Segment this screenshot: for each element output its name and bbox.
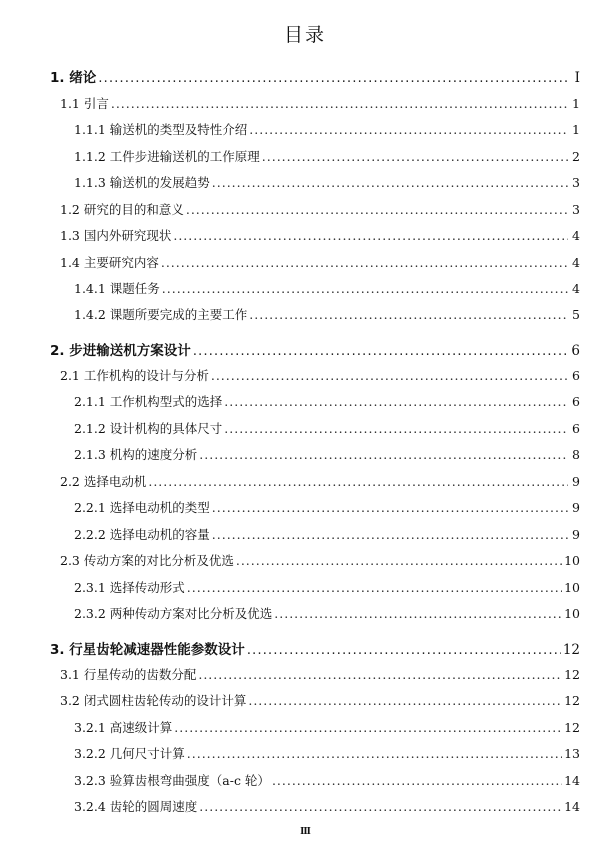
toc-entry-title: 2.2.1 选择电动机的类型 (74, 500, 210, 515)
toc-leader-dots (212, 500, 568, 515)
toc-entry[interactable] (60, 665, 580, 683)
toc-entry[interactable] (74, 525, 580, 543)
toc-entry-page-number: 14 (564, 773, 580, 788)
page-number-footer: III (300, 827, 310, 837)
toc-entry-page-number: 12 (564, 693, 580, 708)
toc-entry[interactable] (74, 771, 580, 789)
toc-entry-title: 2.2.2 选择电动机的容量 (74, 527, 210, 542)
toc-leader-dots (173, 228, 568, 243)
toc-entry-page-number: 13 (564, 746, 580, 761)
toc-entry[interactable] (74, 578, 580, 596)
toc-leader-dots (212, 527, 568, 542)
toc-entry-title: 1.1 引言 (60, 96, 109, 111)
toc-leader-dots (111, 96, 568, 111)
toc-entry[interactable] (74, 744, 580, 762)
toc-leader-dots (199, 447, 568, 462)
toc-entry-page-number: 9 (572, 527, 580, 542)
toc-entry-title: 2.3.1 选择传动形式 (74, 580, 185, 595)
toc-entry-page-number: 1 (572, 122, 580, 137)
toc-entry-title: 3.2.2 几何尺寸计算 (74, 746, 185, 761)
toc-entry[interactable] (74, 445, 580, 463)
toc-entry-title: 1.3 国内外研究现状 (60, 228, 172, 243)
toc-leader-dots (148, 474, 568, 489)
toc-entry[interactable] (50, 66, 580, 86)
toc-entry[interactable] (60, 253, 580, 271)
toc-entry-page-number: 10 (564, 580, 580, 595)
toc-leader-dots (187, 580, 562, 595)
toc-entry-page-number: 12 (564, 720, 580, 735)
toc-entry-title: 2.3 传动方案的对比分析及优选 (60, 553, 234, 568)
toc-entry-title: 3.2 闭式圆柱齿轮传动的设计计算 (60, 693, 247, 708)
toc-entry[interactable] (74, 120, 580, 138)
toc-entry-title: 3.2.1 高速级计算 (74, 720, 173, 735)
toc-entry-page-number: 5 (572, 307, 580, 322)
toc-leader-dots (262, 149, 568, 164)
toc-entry-title: 2.1.2 设计机构的具体尺寸 (74, 421, 223, 436)
toc-leader-dots (212, 175, 568, 190)
toc-entry-page-number: 10 (564, 606, 580, 621)
toc-entry-title: 1.1.3 输送机的发展趋势 (74, 175, 210, 190)
toc-entry[interactable] (74, 279, 580, 297)
toc-leader-dots (272, 773, 562, 788)
toc-entry[interactable] (50, 638, 580, 658)
toc-leader-dots (98, 70, 568, 86)
toc-entry-page-number: 6 (572, 368, 580, 383)
toc-entry-title: 3.2.3 验算齿根弯曲强度（a-c 轮） (74, 773, 270, 788)
toc-entry-title: 3. 行星齿轮减速器性能参数设计 (50, 642, 245, 658)
toc-leader-dots (186, 202, 568, 217)
toc-leader-dots (224, 421, 568, 436)
toc-entry-title: 1.4.1 课题任务 (74, 281, 160, 296)
toc-entry[interactable] (60, 94, 580, 112)
toc-entry-title: 1.4.2 课题所要完成的主要工作 (74, 307, 248, 322)
toc-entry-page-number: 6 (571, 343, 580, 359)
toc-leader-dots (248, 693, 562, 708)
toc-entry[interactable] (74, 147, 580, 165)
toc-entry-page-number: 12 (564, 667, 580, 682)
toc-leader-dots (162, 281, 568, 296)
toc-entry-title: 1. 绪论 (50, 70, 97, 86)
toc-entry-page-number: 3 (572, 202, 580, 217)
toc-entry-title: 2.2 选择电动机 (60, 474, 147, 489)
toc-entry[interactable] (60, 200, 580, 218)
toc-entry[interactable] (74, 797, 580, 815)
toc-entry[interactable] (60, 226, 580, 244)
toc-entry-page-number: 9 (572, 500, 580, 515)
toc-entry-title: 3.2.4 齿轮的圆周速度 (74, 799, 198, 814)
toc-entry-page-number: 1 (572, 96, 580, 111)
toc-entry-page-number: 4 (572, 255, 580, 270)
toc-entry[interactable] (60, 551, 580, 569)
toc-entry-title: 1.4 主要研究内容 (60, 255, 159, 270)
toc-entry-title: 1.2 研究的目的和意义 (60, 202, 184, 217)
toc-leader-dots (161, 255, 568, 270)
toc-entry[interactable] (60, 472, 580, 490)
toc-entry-title: 2. 步进输送机方案设计 (50, 343, 191, 359)
toc-entry-page-number: 4 (572, 228, 580, 243)
toc-entry-page-number: I (574, 70, 580, 86)
toc-entry[interactable] (50, 339, 580, 359)
toc-entry-page-number: 6 (572, 421, 580, 436)
toc-leader-dots (174, 720, 562, 735)
toc-entry-page-number: 4 (572, 281, 580, 296)
toc-entry-title: 2.1.3 机构的速度分析 (74, 447, 198, 462)
toc-entry[interactable] (60, 691, 580, 709)
toc-entry[interactable] (74, 173, 580, 191)
toc-entry[interactable] (74, 305, 580, 323)
toc-leader-dots (274, 606, 562, 621)
toc-entry-page-number: 8 (572, 447, 580, 462)
toc-entry-page-number: 12 (562, 642, 580, 658)
toc-leader-dots (187, 746, 562, 761)
toc-entry[interactable] (74, 419, 580, 437)
toc-entry-title: 2.1.1 工作机构型式的选择 (74, 394, 223, 409)
toc-leader-dots (211, 368, 568, 383)
toc-entry[interactable] (74, 718, 580, 736)
toc-entry-title: 2.1 工作机构的设计与分析 (60, 368, 209, 383)
toc-entry-page-number: 10 (564, 553, 580, 568)
toc-leader-dots (198, 667, 562, 682)
toc-entry-title: 2.3.2 两种传动方案对比分析及优选 (74, 606, 273, 621)
toc-leader-dots (249, 307, 568, 322)
page-title: 目录 (283, 24, 326, 46)
toc-entry-title: 1.1.1 输送机的类型及特性介绍 (74, 122, 248, 137)
toc-entry-title: 1.1.2 工件步进输送机的工作原理 (74, 149, 260, 164)
toc-leader-dots (224, 394, 568, 409)
toc-leader-dots (247, 642, 561, 658)
toc-leader-dots (249, 122, 568, 137)
toc-entry-page-number: 14 (564, 799, 580, 814)
toc-leader-dots (236, 553, 562, 568)
toc-entry-page-number: 6 (572, 394, 580, 409)
toc-leader-dots (193, 343, 568, 359)
toc-entry[interactable] (74, 498, 580, 516)
toc-entry[interactable] (74, 392, 580, 410)
toc-entry[interactable] (74, 604, 580, 622)
toc-entry-title: 3.1 行星传动的齿数分配 (60, 667, 197, 682)
toc-entry-page-number: 9 (572, 474, 580, 489)
toc-entry-page-number: 3 (572, 175, 580, 190)
toc-entry[interactable] (60, 366, 580, 384)
toc-leader-dots (199, 799, 562, 814)
toc-entry-page-number: 2 (572, 149, 580, 164)
